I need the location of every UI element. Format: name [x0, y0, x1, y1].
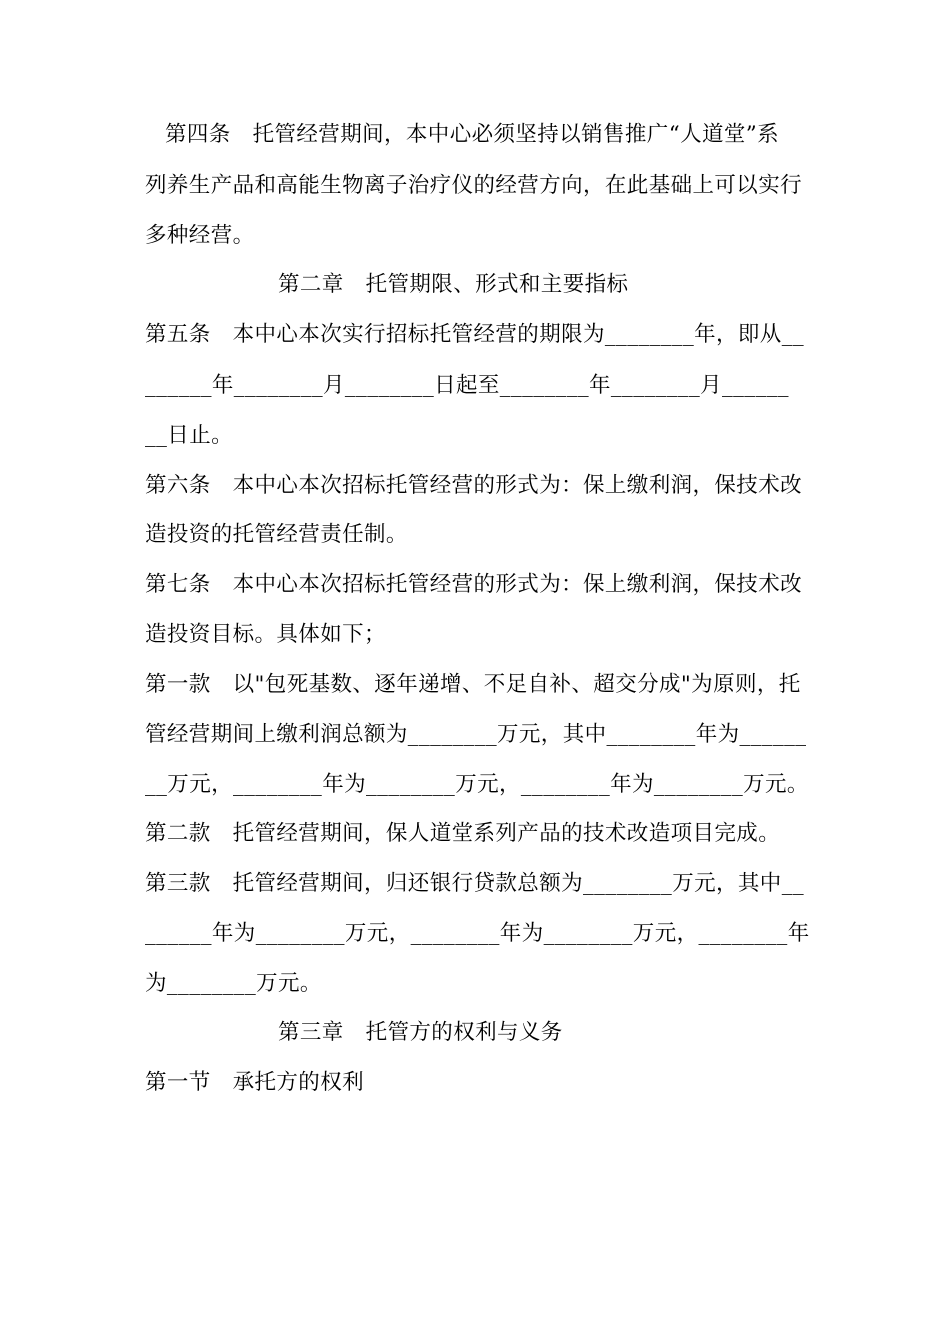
article-4-line-3: 多种经营。 — [145, 223, 255, 248]
article-5-line-3: __日止。 — [145, 423, 234, 448]
clause-1-line-2: 管经营期间上缴利润总额为________万元，其中________年为______ — [145, 722, 807, 747]
article-6-line-1: 第六条 本中心本次招标托管经营的形式为：保上缴利润，保技术改 — [145, 473, 803, 498]
clause-1-line-1: 第一款 以"包死基数、逐年递增、不足自补、超交分成"为原则，托 — [145, 672, 801, 697]
section-1-heading: 第一节 承托方的权利 — [145, 1070, 365, 1095]
clause-2-line-1: 第二款 托管经营期间，保人道堂系列产品的技术改造项目完成。 — [145, 821, 781, 846]
article-4-line-2: 列养生产品和高能生物离子治疗仪的经营方向，在此基础上可以实行 — [145, 173, 803, 198]
chapter-2-heading: 第二章 托管期限、形式和主要指标 — [278, 272, 629, 297]
article-4-line-1: 第四条 托管经营期间，本中心必须坚持以销售推广“人道堂”系 — [165, 122, 780, 147]
clause-3-line-1: 第三款 托管经营期间，归还银行贷款总额为________万元，其中__ — [145, 871, 805, 896]
article-6-line-2: 造投资的托管经营责任制。 — [145, 522, 408, 547]
article-7-line-2: 造投资目标。具体如下； — [145, 622, 386, 647]
clause-3-line-3: 为________万元。 — [145, 971, 322, 996]
article-5-line-2: ______年________月________日起至________年________月______ — [145, 373, 789, 398]
chapter-3-heading: 第三章 托管方的权利与义务 — [278, 1020, 563, 1045]
clause-1-line-3: __万元，________年为________万元，________年为________万元。 — [145, 772, 809, 797]
clause-3-line-2: ______年为________万元，________年为________万元，________年 — [145, 921, 810, 946]
article-5-line-1: 第五条 本中心本次实行招标托管经营的期限为________年，即从__ — [145, 322, 805, 347]
article-7-line-1: 第七条 本中心本次招标托管经营的形式为：保上缴利润，保技术改 — [145, 572, 803, 597]
